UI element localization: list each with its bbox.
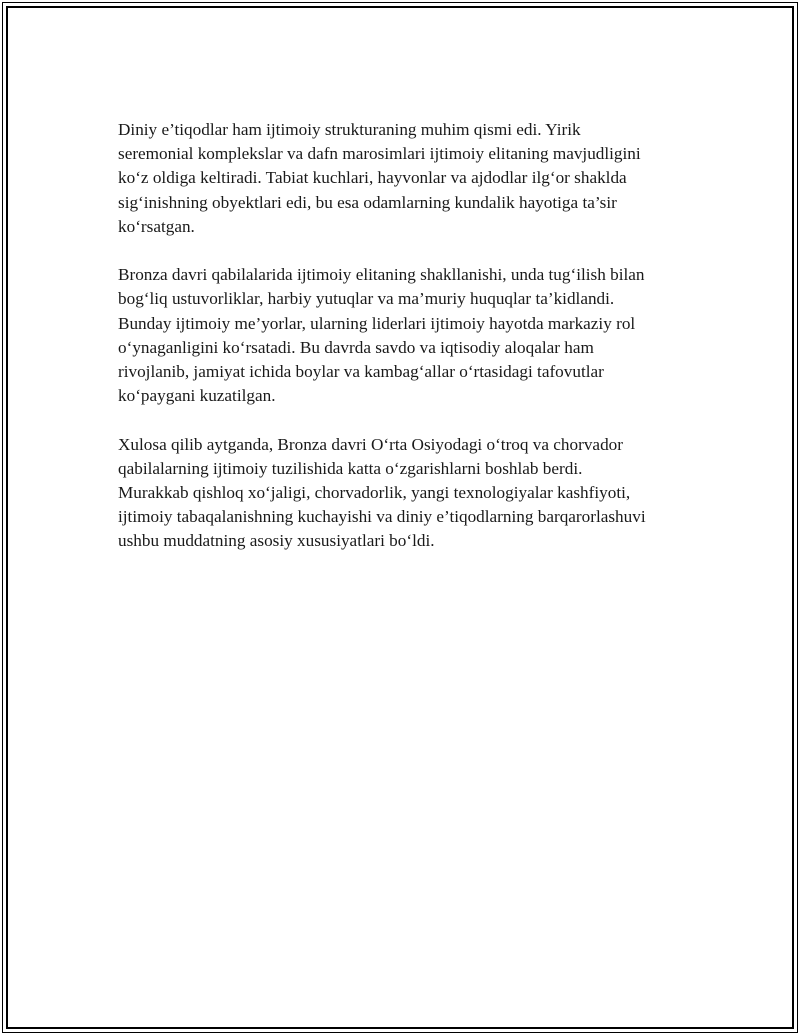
text-line: Murakkab qishloq xo‘jaligi, chorvadorlik, yangi texnologiyalar kashfiyoti,: [118, 483, 631, 503]
text-line: ko‘z oldiga keltiradi. Tabiat kuchlari, hayvonlar va ajdodlar ilg‘or shaklda: [118, 168, 627, 188]
paragraph-conclusion: [118, 433, 698, 554]
text-line: Xulosa qilib aytganda, Bronza davri O‘rta Osiyodagi o‘troq va chorvador: [118, 434, 623, 454]
text-line: o‘ynaganligini ko‘rsatadi. Bu davrda savdo va iqtisodiy aloqalar ham: [118, 337, 594, 357]
text-line: ijtimoiy tabaqalanishning kuchayishi va diniy e’tiqodlarning barqarorlashuvi: [118, 507, 646, 527]
text-line: seremonial komplekslar va dafn marosimlari ijtimoiy elitaning mavjudligini: [118, 144, 641, 164]
text-line: ko‘rsatgan.: [118, 216, 195, 236]
text-line: Bunday ijtimoiy me’yorlar, ularning liderlari ijtimoiy hayotda markaziy rol: [118, 313, 636, 333]
text-line: rivojlanib, jamiyat ichida boylar va kambag‘allar o‘rtasidagi tafovutlar: [118, 362, 604, 382]
text-line: ko‘paygani kuzatilgan.: [118, 386, 276, 406]
text-line: sig‘inishning obyektlari edi, bu esa odamlarning kundalik hayotiga ta’sir: [118, 192, 617, 212]
text-line: Bronza davri qabilalarida ijtimoiy elitaning shakllanishi, unda tug‘ilish bilan: [118, 265, 645, 285]
document-body: [118, 118, 698, 578]
text-line: Diniy e’tiqodlar ham ijtimoiy strukturaning muhim qismi edi. Yirik: [118, 120, 581, 139]
text-line: bog‘liq ustuvorliklar, harbiy yutuqlar va ma’muriy huquqlar ta’kidlandi.: [118, 289, 615, 309]
text-line: qabilalarning ijtimoiy tuzilishida katta o‘zgarishlarni boshlab berdi.: [118, 458, 583, 478]
paragraph-elite: [118, 263, 698, 408]
text-line: ushbu muddatning asosiy xususiyatlari bo‘ldi.: [118, 531, 435, 551]
paragraph-religion: [118, 118, 698, 239]
